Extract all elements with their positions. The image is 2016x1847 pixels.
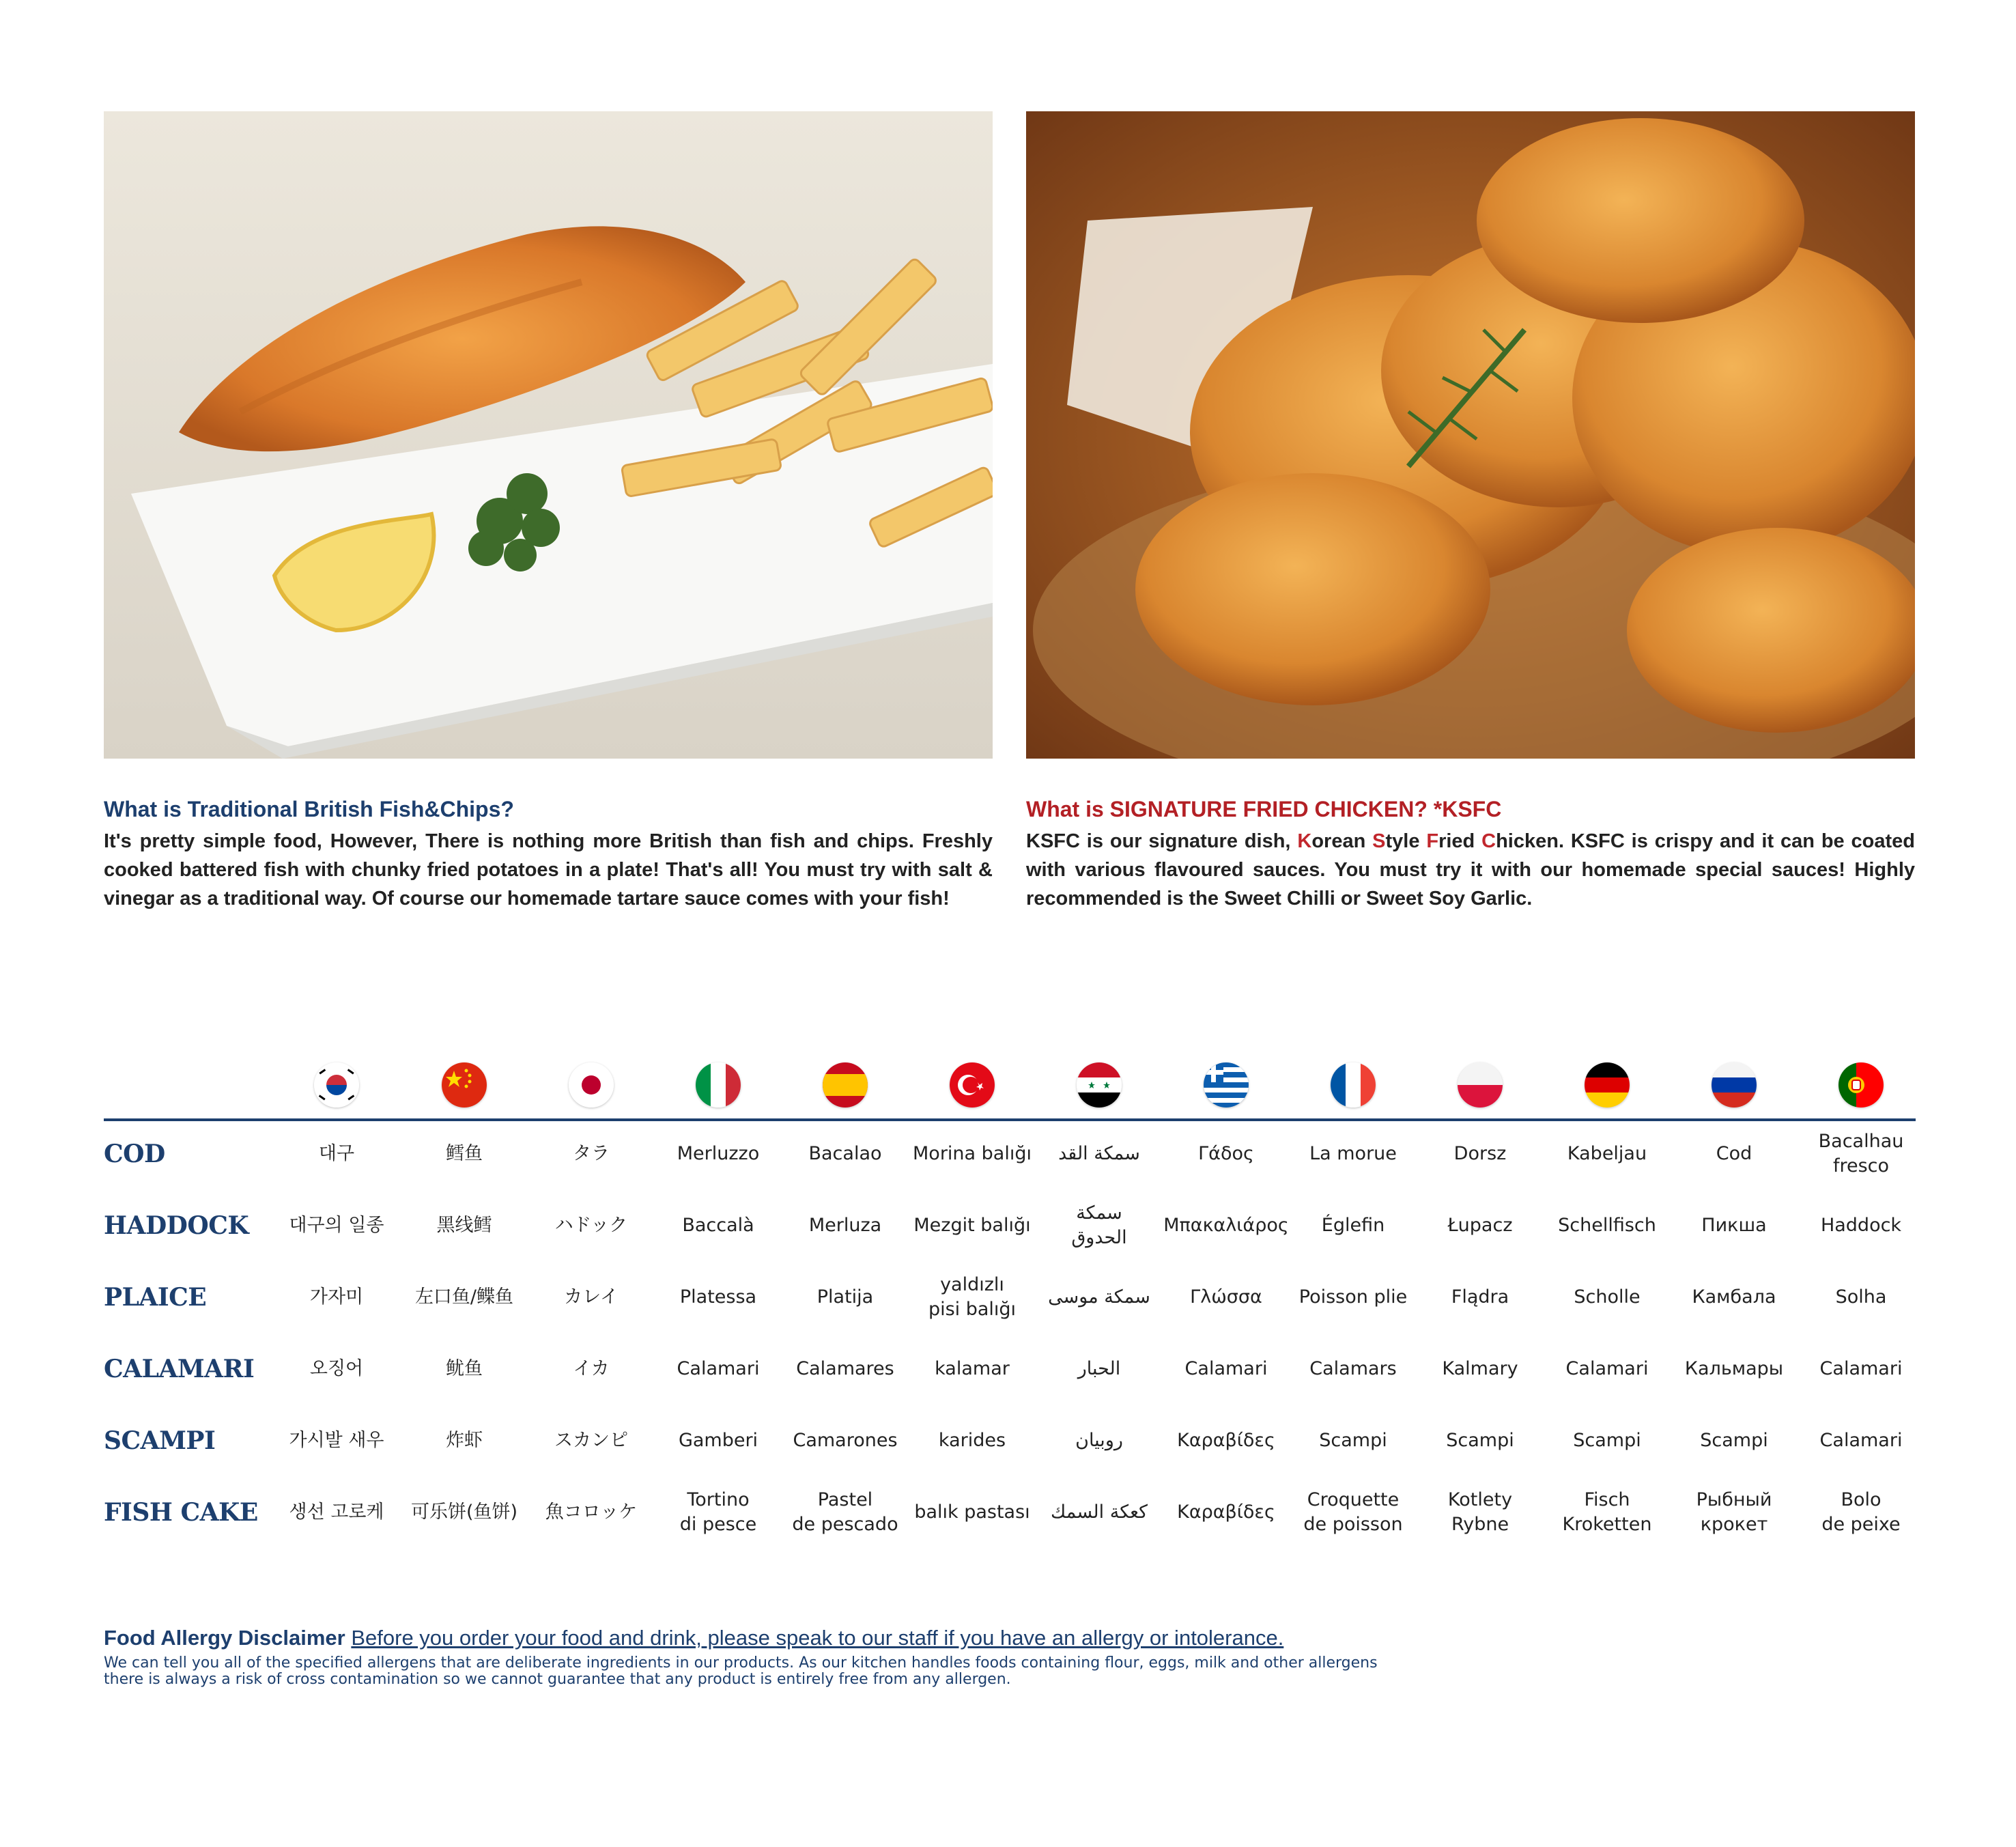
portugal-flag-icon <box>1838 1062 1884 1108</box>
cell-japanese: カレイ <box>564 1286 619 1308</box>
cell-chinese: 可乐饼(鱼饼) <box>410 1501 518 1523</box>
cell-french: Croquette de poisson <box>1303 1489 1403 1535</box>
disclaimer-title: Food Allergy Disclaimer <box>104 1626 345 1650</box>
cell-portuguese: Bacalhau fresco <box>1818 1131 1904 1176</box>
cell-russian: Рыбный крокет <box>1696 1489 1772 1535</box>
cell-korean: 대구 <box>318 1143 355 1164</box>
france-flag-icon <box>1331 1062 1376 1108</box>
greece-flag-icon <box>1204 1062 1249 1108</box>
cell-russian: Пикша <box>1701 1215 1767 1236</box>
cell-french: Scampi <box>1319 1430 1387 1451</box>
ksfc-text <box>1026 827 1915 913</box>
cell-arabic: كعكة السمك <box>1050 1501 1148 1523</box>
acronym-initial-f: F <box>1426 830 1439 852</box>
cell-portuguese: Calamari <box>1819 1430 1903 1451</box>
cell-chinese: 鳕鱼 <box>446 1143 483 1164</box>
cell-spanish: Platija <box>817 1286 874 1308</box>
cell-german: Fisch Kroketten <box>1562 1489 1652 1535</box>
cell-spanish: Calamares <box>796 1358 894 1379</box>
cell-korean: 오징어 <box>309 1358 364 1379</box>
italy-flag-icon <box>696 1062 741 1108</box>
disclaimer-body: We can tell you all of the specified allergens that are deliberate ingredients in our products. As our kitchen handles foods containing flour, eggs, milk and other allergens there is always a risk of cross contamination so we cannot guarantee that any product is entirely free from any allergen. <box>104 1654 1378 1688</box>
cell-chinese: 左口鱼/鲽鱼 <box>414 1286 514 1308</box>
cell-arabic: سمكة القد <box>1058 1143 1140 1164</box>
cell-french: Calamars <box>1309 1358 1397 1379</box>
cell-russian: Камбала <box>1692 1286 1776 1308</box>
cell-greek: Μπακαλιάρος <box>1163 1215 1289 1236</box>
cell-german: Calamari <box>1565 1358 1649 1379</box>
cell-chinese: 鱿鱼 <box>446 1358 483 1379</box>
table-row <box>0 1477 2016 1548</box>
cell-german: Kabeljau <box>1567 1143 1647 1164</box>
cell-greek: Γάδος <box>1198 1143 1254 1164</box>
table-row <box>0 1190 2016 1261</box>
cell-korean: 대구의 일종 <box>289 1215 384 1236</box>
language-flags-row <box>0 1062 2016 1117</box>
cell-turkish: Morina balığı <box>913 1143 1032 1164</box>
cell-italian: Merluzzo <box>677 1143 760 1164</box>
cell-korean: 생선 고로케 <box>289 1501 384 1523</box>
germany-flag-icon <box>1585 1062 1630 1108</box>
cell-turkish: yaldızlı pisi balığı <box>928 1274 1017 1320</box>
row-label: FISH CAKE <box>104 1498 258 1527</box>
cell-polish: Kotlety Rybne <box>1447 1489 1513 1535</box>
cell-turkish: karides <box>938 1430 1006 1451</box>
cell-german: Scholle <box>1574 1286 1641 1308</box>
cell-greek: Καραβίδες <box>1177 1430 1275 1451</box>
acronym-rest-f: ried <box>1438 830 1482 852</box>
cell-russian: Scampi <box>1700 1430 1768 1451</box>
fish-and-chips-photo <box>104 111 993 759</box>
cell-spanish: Bacalao <box>808 1143 882 1164</box>
cell-portuguese: Haddock <box>1820 1215 1902 1236</box>
ksfc-description <box>1026 795 1915 913</box>
cell-spanish: Merluza <box>808 1215 882 1236</box>
row-label: CALAMARI <box>104 1355 255 1383</box>
acronym-rest-s: tyle <box>1385 830 1427 852</box>
cell-polish: Flądra <box>1451 1286 1509 1308</box>
japan-flag-icon <box>569 1062 614 1108</box>
acronym-rest-k: orean <box>1311 830 1373 852</box>
cell-arabic: سمكة موسى <box>1048 1286 1150 1308</box>
cell-italian: Platessa <box>679 1286 757 1308</box>
table-row <box>0 1334 2016 1405</box>
row-label: SCAMPI <box>104 1426 216 1455</box>
acronym-rest-c: hicken <box>1496 830 1559 852</box>
cell-russian: Cod <box>1716 1143 1752 1164</box>
cell-chinese: 黑线鳕 <box>436 1215 492 1236</box>
acronym-initial-c: C <box>1481 830 1496 852</box>
cell-german: Schellfisch <box>1558 1215 1656 1236</box>
allergy-disclaimer <box>104 1624 1401 1688</box>
cell-chinese: 炸虾 <box>446 1430 483 1451</box>
spain-flag-icon <box>823 1062 868 1108</box>
ksfc-text-intro: KSFC is our signature dish, <box>1026 830 1298 852</box>
fish-chips-description <box>104 795 993 913</box>
cell-arabic: الحبار <box>1077 1358 1121 1379</box>
cell-japanese: スカンピ <box>554 1430 628 1451</box>
cell-portuguese: Solha <box>1835 1286 1887 1308</box>
cell-italian: Baccalà <box>682 1215 754 1236</box>
cell-portuguese: Bolo de peixe <box>1821 1489 1901 1535</box>
disclaimer-staff-link[interactable]: Before you order your food and drink, please speak to our staff if you have an allergy or intolerance. <box>351 1626 1284 1650</box>
row-label: HADDOCK <box>104 1211 249 1240</box>
cell-french: Églefin <box>1321 1215 1385 1236</box>
cell-japanese: イカ <box>573 1358 610 1379</box>
cell-french: La morue <box>1309 1143 1397 1164</box>
cell-korean: 가시발 새우 <box>289 1430 384 1451</box>
cell-greek: Calamari <box>1184 1358 1268 1379</box>
cell-spanish: Camarones <box>793 1430 898 1451</box>
acronym-initial-s: S <box>1372 830 1386 852</box>
fish-chips-heading: What is Traditional British Fish&Chips? <box>104 797 514 821</box>
cell-polish: Scampi <box>1446 1430 1514 1451</box>
cell-japanese: 魚コロッケ <box>545 1501 638 1523</box>
cell-japanese: タラ <box>573 1143 610 1164</box>
cell-spanish: Pastel de pescado <box>792 1489 898 1535</box>
cell-arabic: سمكة الحدوق <box>1071 1202 1127 1248</box>
cell-polish: Łupacz <box>1447 1215 1513 1236</box>
fish-chips-text: It's pretty simple food, However, There is nothing more British than fish and chips. Freshly cooked battered fish with chunky fried potatoes in a plate! That's all! You must try with salt & vinegar as a traditional way. Of course our homemade tartare sauce comes with your fish! <box>104 830 993 910</box>
ksfc-heading: What is SIGNATURE FRIED CHICKEN? *KSFC <box>1026 797 1502 821</box>
cell-italian: Gamberi <box>678 1430 758 1451</box>
cell-polish: Dorsz <box>1453 1143 1507 1164</box>
cell-greek: Γλώσσα <box>1190 1286 1262 1308</box>
table-row <box>0 1118 2016 1189</box>
ksfc-text-rest: . KSFC is crispy and it can be coated with various flavoured sauces. You must try it with our homemade special sauces! Highly recommended is the Sweet Chilli or Sweet Soy Garlic. <box>1026 830 1916 910</box>
cell-turkish: balık pastası <box>914 1501 1030 1523</box>
fried-chicken-photo <box>1026 111 1915 759</box>
cell-polish: Kalmary <box>1442 1358 1518 1379</box>
row-label: COD <box>104 1140 165 1168</box>
cell-italian: Tortino di pesce <box>679 1489 757 1535</box>
turkey-flag-icon <box>950 1062 995 1108</box>
cell-turkish: kalamar <box>935 1358 1010 1379</box>
korea-flag-icon <box>314 1062 359 1108</box>
cell-korean: 가자미 <box>309 1286 364 1308</box>
cell-italian: Calamari <box>677 1358 760 1379</box>
row-label: PLAICE <box>104 1283 207 1312</box>
poland-flag-icon <box>1458 1062 1503 1108</box>
cell-portuguese: Calamari <box>1819 1358 1903 1379</box>
cell-german: Scampi <box>1573 1430 1641 1451</box>
russia-flag-icon <box>1712 1062 1757 1108</box>
cell-french: Poisson plie <box>1298 1286 1408 1308</box>
cell-turkish: Mezgit balığı <box>913 1215 1031 1236</box>
acronym-initial-k: K <box>1297 830 1312 852</box>
table-row <box>0 1405 2016 1476</box>
cell-japanese: ハドック <box>554 1215 628 1236</box>
table-row <box>0 1262 2016 1333</box>
cell-russian: Кальмары <box>1684 1358 1784 1379</box>
syria-flag-icon <box>1077 1062 1122 1108</box>
china-flag-icon <box>442 1062 487 1108</box>
cell-arabic: روبيان <box>1075 1430 1123 1451</box>
cell-greek: Καραβίδες <box>1177 1501 1275 1523</box>
